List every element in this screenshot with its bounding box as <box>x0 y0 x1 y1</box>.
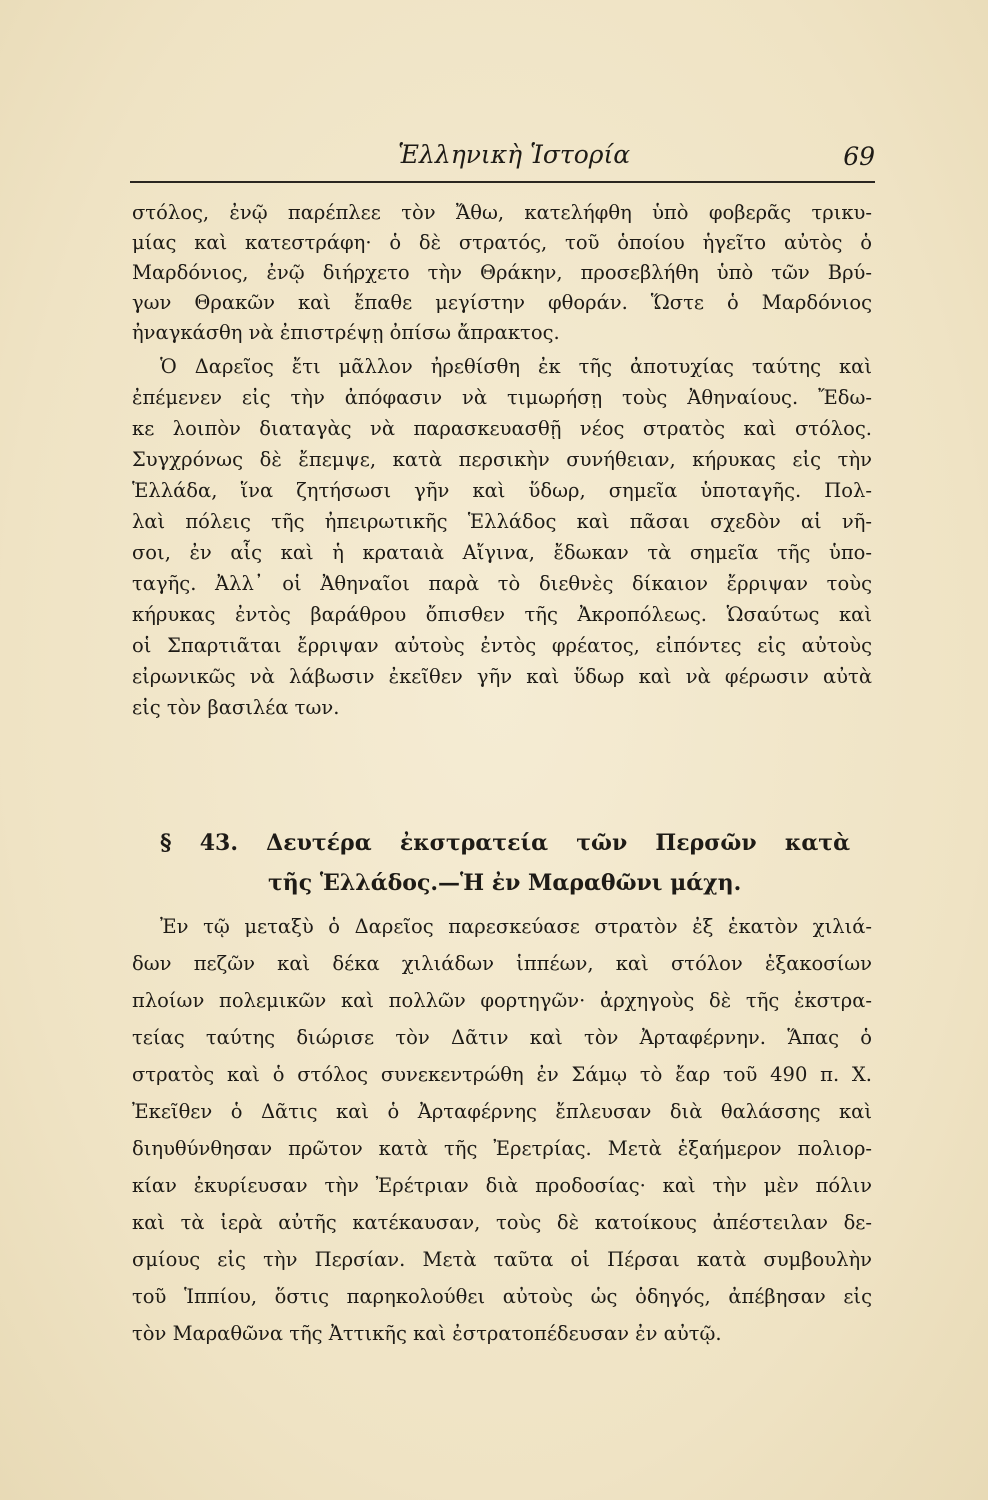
text-line: Μαρδόνιος, ἐνῷ διήρχετο τὴν Θράκην, προσεβλήθη ὑπὸ τῶν Βρύ- <box>132 261 872 284</box>
running-title: Ἑλληνικὴ Ἱστορία <box>398 140 631 169</box>
text-line: λαὶ πόλεις τῆς ἠπειρωτικῆς Ἑλλάδος καὶ πᾶσαι σχεδὸν αἱ νῆ- <box>132 510 872 533</box>
text-line: Ἐν τῷ μεταξὺ ὁ Δαρεῖος παρεσκεύασε στρατὸν ἐξ ἑκατὸν χιλιά- <box>160 915 872 938</box>
text-line: κε λοιπὸν διαταγὰς νὰ παρασκευασθῇ νέος στρατὸς καὶ στόλος. <box>132 417 872 440</box>
page-header <box>130 140 875 180</box>
section-heading-continued: τῆς Ἑλλάδος.—Ἡ ἐν Μαραθῶνι μάχη. <box>268 870 742 896</box>
text-line: Ἐκεῖθεν ὁ Δᾶτις καὶ ὁ Ἀρταφέρνης ἔπλευσαν διὰ θαλάσσης καὶ <box>132 1100 872 1123</box>
text-line: γων Θρακῶν καὶ ἔπαθε μεγίστην φθοράν. Ὥστε ὁ Μαρδόνιος <box>132 291 872 314</box>
page-number: 69 <box>843 142 875 171</box>
text-line: ἠναγκάσθη νὰ ἐπιστρέψῃ ὀπίσω ἄπρακτος. <box>132 321 560 344</box>
text-line: εἰρωνικῶς νὰ λάβωσιν ἐκεῖθεν γῆν καὶ ὕδωρ καὶ νὰ φέρωσιν αὐτὰ <box>132 665 872 688</box>
text-line: δων πεζῶν καὶ δέκα χιλιάδων ἱππέων, καὶ στόλον ἑξακοσίων <box>132 952 872 975</box>
header-rule <box>130 181 875 183</box>
text-line: πλοίων πολεμικῶν καὶ πολλῶν φορτηγῶν· ἀρχηγοὺς δὲ τῆς ἐκστρα- <box>132 989 872 1012</box>
text-line: στόλος, ἐνῷ παρέπλεε τὸν Ἄθω, κατελήφθη ὑπὸ φοβερᾶς τρικυ- <box>132 201 872 224</box>
text-line: ἐπέμενεν εἰς τὴν ἀπόφασιν νὰ τιμωρήσῃ τοὺς Ἀθηναίους. Ἔδω- <box>132 386 872 409</box>
text-line: οἱ Σπαρτιᾶται ἔρριψαν αὐτοὺς ἐντὸς φρέατος, εἰπόντες εἰς αὐτοὺς <box>132 634 872 657</box>
text-line: τοῦ Ἱππίου, ὅστις παρηκολούθει αὐτοὺς ὡς ὁδηγός, ἀπέβησαν εἰς <box>132 1285 872 1308</box>
text-line: σμίους εἰς τὴν Περσίαν. Μετὰ ταῦτα οἱ Πέρσαι κατὰ συμβουλὴν <box>132 1248 872 1271</box>
text-line: μίας καὶ κατεστράφη· ὁ δὲ στρατός, τοῦ ὁποίου ἡγεῖτο αὐτὸς ὁ <box>132 231 872 254</box>
text-line: σοι, ἐν αἷς καὶ ἡ κραταιὰ Αἴγινα, ἔδωκαν τὰ σημεῖα τῆς ὑπο- <box>132 541 872 564</box>
text-line: κίαν ἐκυρίευσαν τὴν Ἐρέτριαν διὰ προδοσίας· καὶ τὴν μὲν πόλιν <box>132 1174 872 1197</box>
text-line: τὸν Μαραθῶνα τῆς Ἀττικῆς καὶ ἐστρατοπέδευσαν ἐν αὐτῷ. <box>132 1322 722 1345</box>
section-heading: § 43. Δευτέρα ἐκστρατεία τῶν Περσῶν κατὰ <box>160 830 850 856</box>
text-line: Συγχρόνως δὲ ἔπεμψε, κατὰ περσικὴν συνήθειαν, κήρυκας εἰς τὴν <box>132 448 872 471</box>
text-line: Ἑλλάδα, ἵνα ζητήσωσι γῆν καὶ ὕδωρ, σημεῖα ὑποταγῆς. Πολ- <box>132 479 872 502</box>
text-line: στρατὸς καὶ ὁ στόλος συνεκεντρώθη ἐν Σάμῳ τὸ ἔαρ τοῦ 490 π. Χ. <box>132 1063 872 1086</box>
text-line: κήρυκας ἐντὸς βαράθρου ὄπισθεν τῆς Ἀκροπόλεως. Ὡσαύτως καὶ <box>132 603 872 626</box>
text-line: διηυθύνθησαν πρῶτον κατὰ τῆς Ἐρετρίας. Μετὰ ἑξαήμερον πολιορ- <box>132 1137 872 1160</box>
text-line: ταγῆς. Ἀλλ᾽ οἱ Ἀθηναῖοι παρὰ τὸ διεθνὲς δίκαιον ἔρριψαν τοὺς <box>132 572 872 595</box>
text-line: καὶ τὰ ἱερὰ αὐτῆς κατέκαυσαν, τοὺς δὲ κατοίκους ἀπέστειλαν δε- <box>132 1211 872 1234</box>
text-line: εἰς τὸν βασιλέα των. <box>132 696 340 719</box>
text-line: τείας ταύτης διώρισε τὸν Δᾶτιν καὶ τὸν Ἀρταφέρνην. Ἅπας ὁ <box>132 1026 872 1049</box>
text-line: Ὁ Δαρεῖος ἔτι μᾶλλον ἠρεθίσθη ἐκ τῆς ἀποτυχίας ταύτης καὶ <box>160 355 872 378</box>
